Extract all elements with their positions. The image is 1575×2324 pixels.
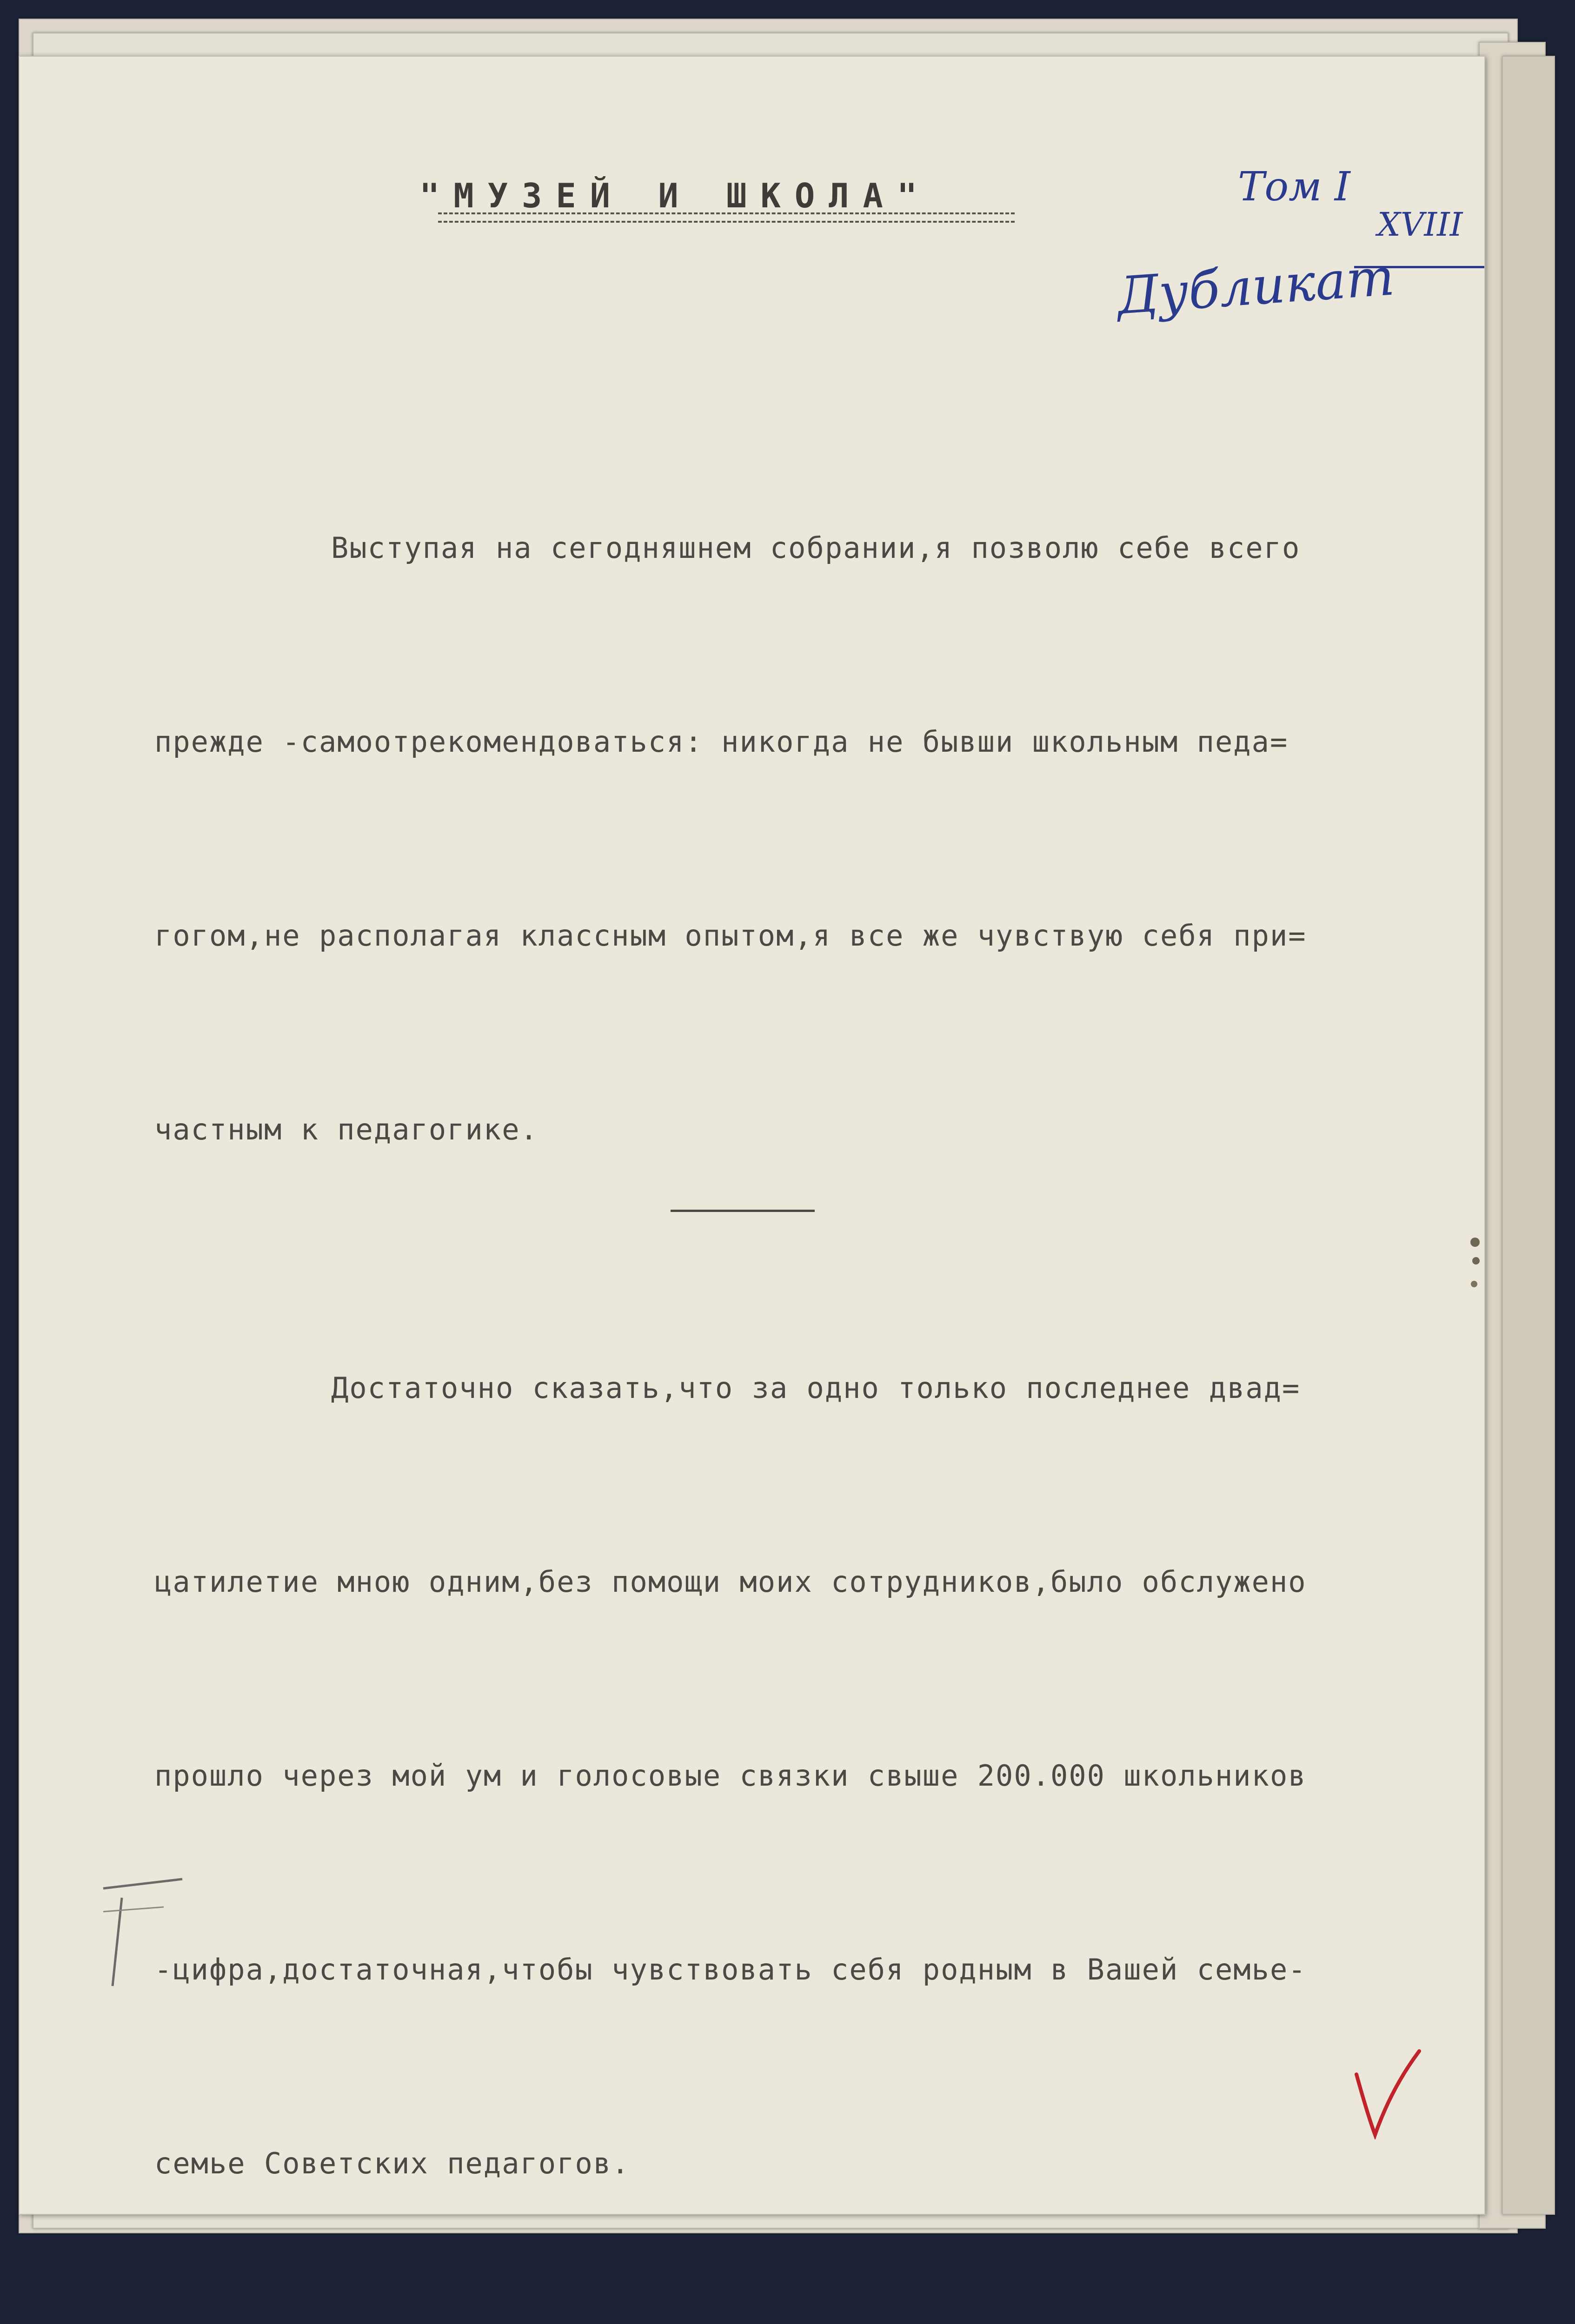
section-separator bbox=[671, 1210, 815, 1212]
background-sheet-edge bbox=[1502, 56, 1555, 2215]
handwritten-volume-note: Том I bbox=[1238, 164, 1350, 210]
text-line: семье Советских педагогов. bbox=[154, 2146, 630, 2180]
text-line: прежде -самоотрекомендоваться: никогда не бывши школьным педа= bbox=[154, 725, 1289, 759]
text-line: Выступая на сегодняшнем собрании,я позволю себе всего bbox=[331, 531, 1301, 565]
text-line: цатилетие мною одним,без помощи моих сотрудников,было обслужено bbox=[154, 1565, 1307, 1599]
document-page bbox=[19, 56, 1485, 2215]
document-body bbox=[154, 322, 1307, 2215]
title-underline bbox=[438, 212, 1015, 223]
text-line: прошло через мой ум и голосовые связки свыше 200.000 школьников bbox=[154, 1759, 1307, 1793]
pencil-margin-mark bbox=[94, 1870, 187, 1991]
text-line: гогом,не располагая классным опытом,я все же чувствую себя при= bbox=[154, 919, 1307, 953]
text-line: -цифра,достаточная,чтобы чувствовать себя родным в Вашей семье- bbox=[154, 1953, 1307, 1986]
text-line: частным к педагогике. bbox=[154, 1112, 538, 1146]
paper-stain bbox=[1466, 1233, 1484, 1298]
red-check-mark bbox=[1349, 2046, 1424, 2139]
handwritten-duplicate-note: Дубликат bbox=[1115, 247, 1396, 326]
text-line: Достаточно сказать,что за одно только последнее двад= bbox=[331, 1371, 1301, 1405]
handwritten-roman-numeral: XVIII bbox=[1377, 205, 1463, 244]
document-title: "МУЗЕЙ И ШКОЛА" bbox=[419, 176, 931, 215]
